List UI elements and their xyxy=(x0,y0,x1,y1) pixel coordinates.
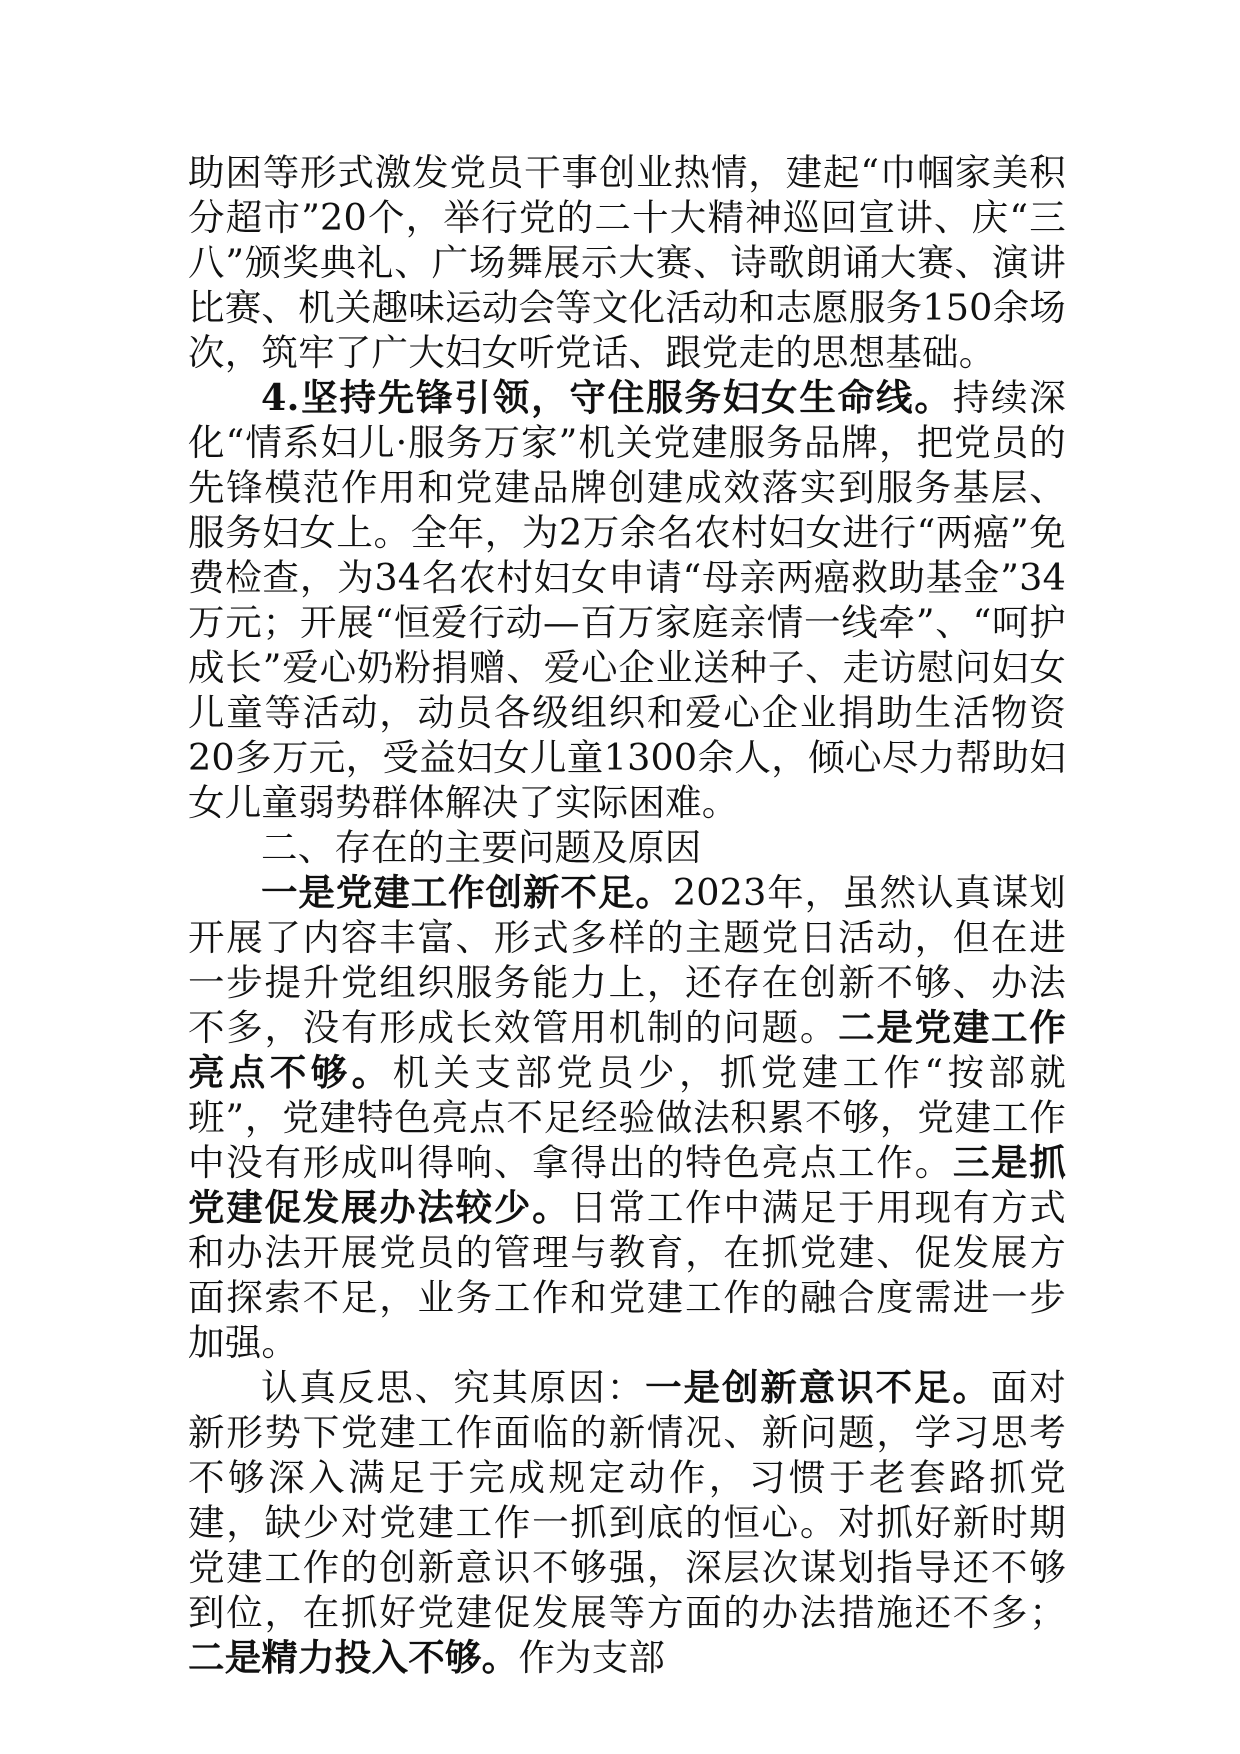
section-subtitle: 4.坚持先锋引领，守住服务妇女生命线。 xyxy=(261,376,953,419)
cause-one-title: 一是创新意识不足。 xyxy=(645,1366,991,1409)
paragraph-text: 机关支部党员少，抓党建工作“按部就班”，党建特色亮点不足经验做法积累不够，党建工作中没有形成叫得响、拿得出的特色亮点工作。 xyxy=(188,1051,1067,1184)
paragraph-text: 认真反思、究其原因： xyxy=(261,1366,646,1409)
section-heading-problems xyxy=(188,825,1066,870)
paragraph-problems xyxy=(188,870,1066,1365)
paragraph-text: 日常工作中满足于用现有方式和办法开展党员的管理与教育，在抓党建、促发展方面探索不足，业务工作和党建工作的融合度需进一步加强。 xyxy=(188,1186,1066,1364)
heading-text: 二、存在的主要问题及原因 xyxy=(261,826,702,869)
paragraph-text: 助困等形式激发党员干事创业热情，建起“巾帼家美积分超市”20个，举行党的二十大精神巡回宣讲、庆“三八”颁奖典礼、广场舞展示大赛、诗歌朗诵大赛、演讲比赛、机关趣味运动会等文化活动和志愿服务150余场次，筑牢了广大妇女听党话、跟党走的思想基础。 xyxy=(188,151,1066,374)
problem-one-title: 一是党建工作创新不足。 xyxy=(261,871,673,914)
paragraph-text: 2023年，虽然认真谋划开展了内容丰富、形式多样的主题党日活动，但在进一步提升党组织服务能力上，还存在创新不够、办法不多，没有形成长效管用机制的问题。 xyxy=(188,871,1066,1049)
problem-two-title: 二是党建工作亮点不够。 xyxy=(188,1006,1066,1094)
paragraph-text: 持续深化“情系妇儿·服务万家”机关党建服务品牌，把党员的先锋模范作用和党建品牌创建成效落实到服务基层、服务妇女上。全年，为2万余名农村妇女进行“两癌”免费检查，为34名农村妇女申请“母亲两癌救助基金”34万元；开展“恒爱行动—百万家庭亲情一线牵”、“呵护成长”爱心奶粉捐赠、爱心企业送种子、走访慰问妇女儿童等活动，动员各级组织和爱心企业捐助生活物资20多万元，受益妇女儿童1300余人，倾心尽力帮助妇女儿童弱势群体解决了实际困难。 xyxy=(188,376,1066,824)
paragraph-text: 面对新形势下党建工作面临的新情况、新问题，学习思考不够深入满足于完成规定动作，习惯于老套路抓党建，缺少对党建工作一抓到底的恒心。对抓好新时期党建工作的创新意识不够强，深层次谋划指导还不够到位，在抓好党建促发展等方面的办法措施还不多； xyxy=(188,1366,1066,1634)
paragraph-text: 作为支部 xyxy=(518,1636,666,1679)
paragraph-vanguard-service xyxy=(188,375,1066,825)
cause-two-title: 二是精力投入不够。 xyxy=(188,1636,519,1679)
paragraph-causes xyxy=(188,1365,1066,1680)
document-page xyxy=(188,150,1066,1680)
paragraph-cultural-activities xyxy=(188,150,1066,375)
problem-three-title: 三是抓党建促发展办法较少。 xyxy=(188,1141,1066,1229)
